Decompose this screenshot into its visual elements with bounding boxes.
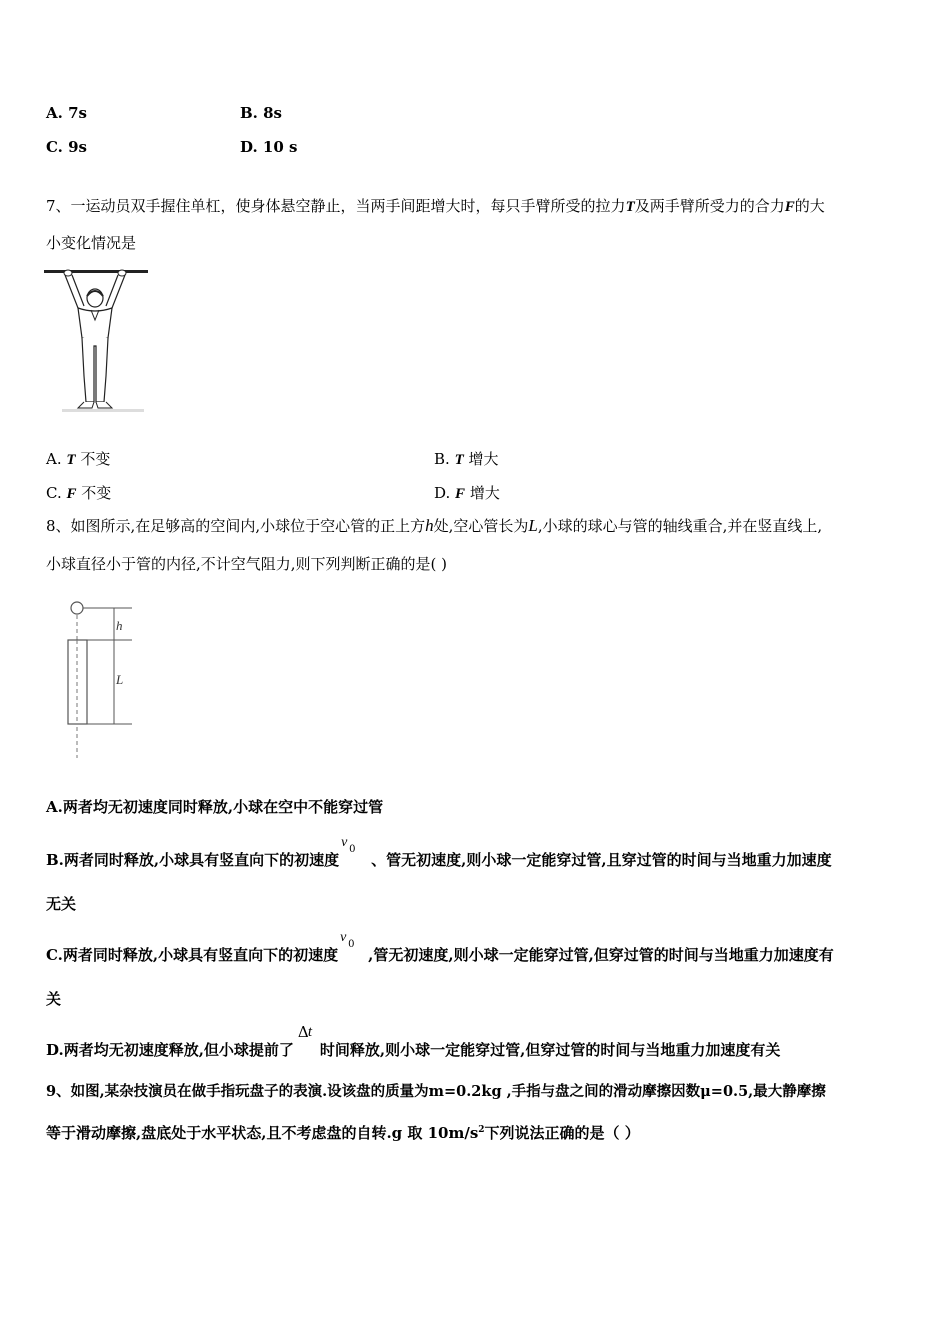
q8-option-b: B.两者同时释放,小球具有竖直向下的初速度 v 0 、管无初速度,则小球一定能穿过管,且穿过管的时间与当地重力加速度 <box>46 835 832 869</box>
q6-option-d: D. 10 s <box>240 138 298 156</box>
q8-option-a: A.两者均无初速度同时释放,小球在空中不能穿过管 <box>46 798 384 816</box>
q7-option-c: C. F 不变 <box>46 484 112 502</box>
q6-option-b: B. 8s <box>240 104 283 122</box>
q7-option-d: D. F 增大 <box>434 484 500 502</box>
delta-t-symbol: Δ t <box>297 1023 313 1041</box>
q9-stem-line1: 9、如图,某杂技演员在做手指玩盘子的表演.设该盘的质量为m=0.2kg ,手指与盘之间的滑动摩擦因数μ=0.5,最大静摩擦 <box>46 1083 826 1100</box>
v0-symbol: v 0 <box>340 930 355 950</box>
q8-stem-line2: 小球直径小于管的内径,不计空气阻力,则下列判断正确的是( ) <box>46 555 448 573</box>
ball <box>71 602 83 614</box>
label-h: h <box>116 618 123 633</box>
q7-stem-line1: 7、一运动员双手握住单杠，使身体悬空静止，当两手间距增大时，每只手臂所受的拉力T及两手臂所受力的合力F的大 <box>46 197 825 215</box>
q8-option-d: D.两者均无初速度释放,但小球提前了 Δ t 时间释放,则小球一定能穿过管,但穿过管的时间与当地重力加速度有关 <box>46 1023 781 1059</box>
v0-symbol: v 0 <box>341 835 356 855</box>
q8-option-c: C.两者同时释放,小球具有竖直向下的初速度 v 0 ,管无初速度,则小球一定能穿过管,但穿过管的时间与当地重力加速度有 <box>46 930 834 964</box>
q8-stem-line1: 8、如图所示,在足够高的空间内,小球位于空心管的正上方h处,空心管长为L,小球的球心与管的轴线重合,并在竖直线上, <box>46 516 823 535</box>
label-L: L <box>116 672 124 687</box>
var-F: F <box>784 199 795 215</box>
q6-option-a: A. 7s <box>46 104 87 122</box>
q8-option-b-cont: 无关 <box>46 895 77 913</box>
var-T: T <box>625 199 635 215</box>
ball-tube-figure <box>60 598 150 760</box>
var-h: h <box>425 516 434 535</box>
var-L: L <box>528 516 538 535</box>
q7-option-a: A. T 不变 <box>46 450 111 468</box>
q7-stem-line2: 小变化情况是 <box>46 234 137 252</box>
athlete-figure <box>44 266 148 414</box>
q7-option-b: B. T 增大 <box>434 450 499 468</box>
q8-option-c-cont: 关 <box>46 990 62 1008</box>
q6-option-c: C. 9s <box>46 138 88 156</box>
q9-stem-line2: 等于滑动摩擦,盘底处于水平状态,且不考虑盘的自转.g 取 $10m/s^2$下列说法正确的是（ ） <box>46 1124 640 1142</box>
